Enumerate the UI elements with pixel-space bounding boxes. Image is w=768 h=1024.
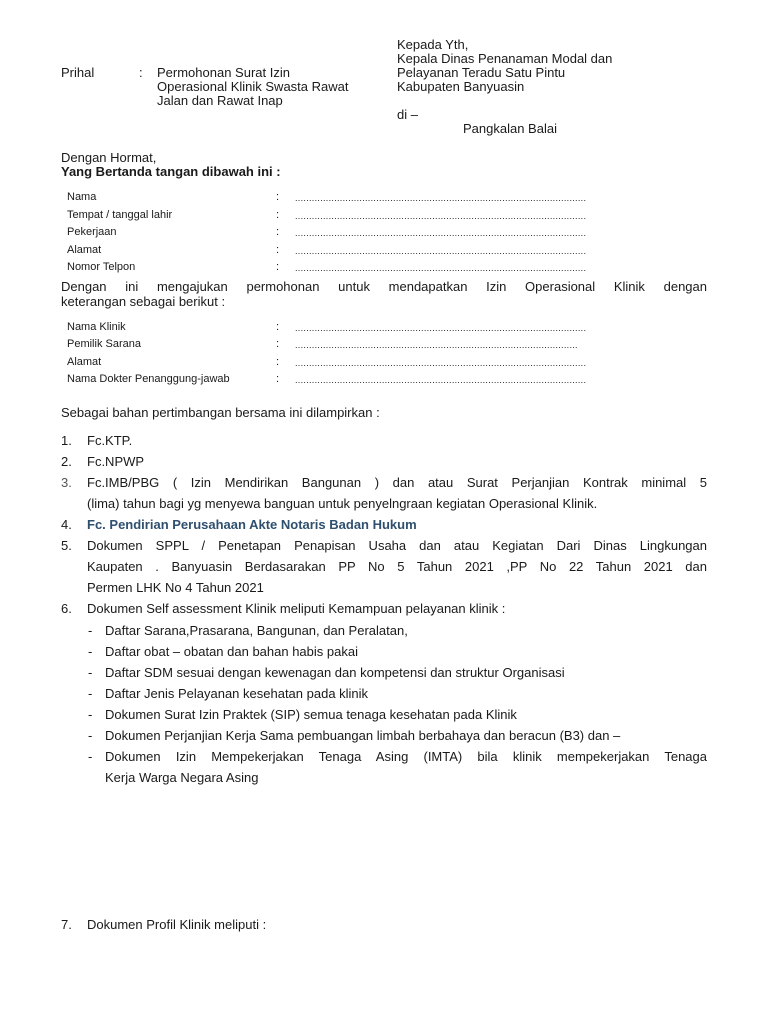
sub-item-text: Dokumen Surat Izin Praktek (SIP) semua tenaga kesehatan pada Klinik [105,707,517,722]
sub-item-dash: - [88,728,93,743]
field-label: Nomor Telpon [67,261,136,273]
field-colon: : [276,244,280,256]
field-label: Nama Dokter Penanggung-jawab [67,373,230,385]
item-text: Fc.IMB/PBG ( Izin Mendirikan Bangunan ) dan atau Surat Perjanjian Kontrak minimal 5 [87,475,707,490]
item-text: Dokumen SPPL / Penetapan Penapisan Usaha dan atau Kegiatan Dari Dinas Lingkungan [87,538,707,553]
item-text-cont: Kaupaten . Banyuasin Berdasarakan PP No 5 Tahun 2021 ,PP No 22 Tahun 2021 dan [87,559,707,574]
field-label: Pekerjaan [67,226,117,238]
field-colon: : [276,226,280,238]
recipient-di: di – [397,107,418,122]
signer-intro: Yang Bertanda tangan dibawah ini : [61,164,281,179]
sub-item-dash: - [88,623,93,638]
item-text: Dokumen Self assessment Klinik meliputi Kemampuan pelayanan klinik : [87,601,506,616]
fill-in-line[interactable]: ........................................................................................................ [295,263,587,273]
subject-line-3: Jalan dan Rawat Inap [157,93,283,108]
field-colon: : [276,338,280,350]
sub-item-text: Dokumen Perjanjian Kerja Sama pembuangan limbah berbahaya dan beracun (B3) dan – [105,728,621,743]
field-colon: : [276,373,280,385]
fill-in-line[interactable]: ........................................................................................................ [295,358,587,368]
fill-in-line[interactable]: ........................................................................................................ [295,211,587,221]
item-text: Dokumen Profil Klinik meliputi : [87,917,267,932]
field-colon: : [276,356,280,368]
item-number: 7. [61,917,72,932]
fill-in-line[interactable]: ........................................................................................................ [295,228,587,238]
sub-item-text: Daftar SDM sesuai dengan kewenagan dan kompetensi dan struktur Organisasi [105,665,565,680]
fill-in-line[interactable]: ........................................................................................................ [295,193,587,203]
sub-item-dash: - [88,707,93,722]
field-label: Nama [67,191,97,203]
field-colon: : [276,261,280,273]
sub-item-dash: - [88,665,93,680]
field-label: Alamat [67,356,102,368]
sub-item-dash: - [88,749,93,764]
field-label: Nama Klinik [67,321,126,333]
recipient-place: Pangkalan Balai [463,121,557,136]
subject-colon: : [139,65,143,80]
field-colon: : [276,191,280,203]
item-number: 5. [61,538,72,553]
fill-in-line[interactable]: ........................................................................................................ [295,375,587,385]
sub-item-text: Daftar obat – obatan dan bahan habis pakai [105,644,358,659]
recipient-line-4: Kabupaten Banyuasin [397,79,525,94]
attachments-intro: Sebagai bahan pertimbangan bersama ini dilampirkan : [61,405,380,420]
item-text: Fc.KTP. [87,433,133,448]
sub-item-text: Daftar Jenis Pelayanan kesehatan pada klinik [105,686,369,701]
item-number: 4. [61,517,72,532]
item-number: 1. [61,433,72,448]
fill-in-line[interactable]: ........................................................................................................ [295,246,587,256]
field-label: Alamat [67,244,102,256]
item-text: Fc. Pendirian Perusahaan Akte Notaris Badan Hukum [87,517,417,532]
sub-item-dash: - [88,644,93,659]
request-line-2: keterangan sebagai berikut : [61,294,226,309]
subject-label: Prihal [61,65,95,80]
item-number: 6. [61,601,72,616]
greeting: Dengan Hormat, [61,150,157,165]
subject-line-1: Permohonan Surat Izin [157,65,290,80]
item-text-cont: Permen LHK No 4 Tahun 2021 [87,580,264,595]
field-colon: : [276,209,280,221]
item-number: 3. [61,475,72,490]
sub-item-dash: - [88,686,93,701]
recipient-line-3: Pelayanan Teradu Satu Pintu [397,65,566,80]
item-text: Fc.NPWP [87,454,145,469]
sub-item-text: Dokumen Izin Mempekerjakan Tenaga Asing (IMTA) bila klinik mempekerjakan Tenaga [105,749,707,764]
field-label: Tempat / tanggal lahir [67,209,173,221]
request-line-1: Dengan ini mengajukan permohonan untuk mendapatkan Izin Operasional Klinik dengan [61,279,707,294]
item-number: 2. [61,454,72,469]
fill-in-line[interactable]: ........................................................................................................ [295,323,587,333]
subject-line-2: Operasional Klinik Swasta Rawat [157,79,349,94]
recipient-line-1: Kepada Yth, [397,37,469,52]
item-text-cont: (lima) tahun bagi yg menyewa banguan untuk penyelngraan kegiatan Operasional Klinik. [87,496,598,511]
sub-item-text-cont: Kerja Warga Negara Asing [105,770,259,785]
sub-item-text: Daftar Sarana,Prasarana, Bangunan, dan Peralatan, [105,623,408,638]
field-label: Pemilik Sarana [67,338,141,350]
recipient-line-2: Kepala Dinas Penanaman Modal dan [397,51,613,66]
fill-in-line[interactable]: ..................................................................................................... [295,340,578,350]
field-colon: : [276,321,280,333]
